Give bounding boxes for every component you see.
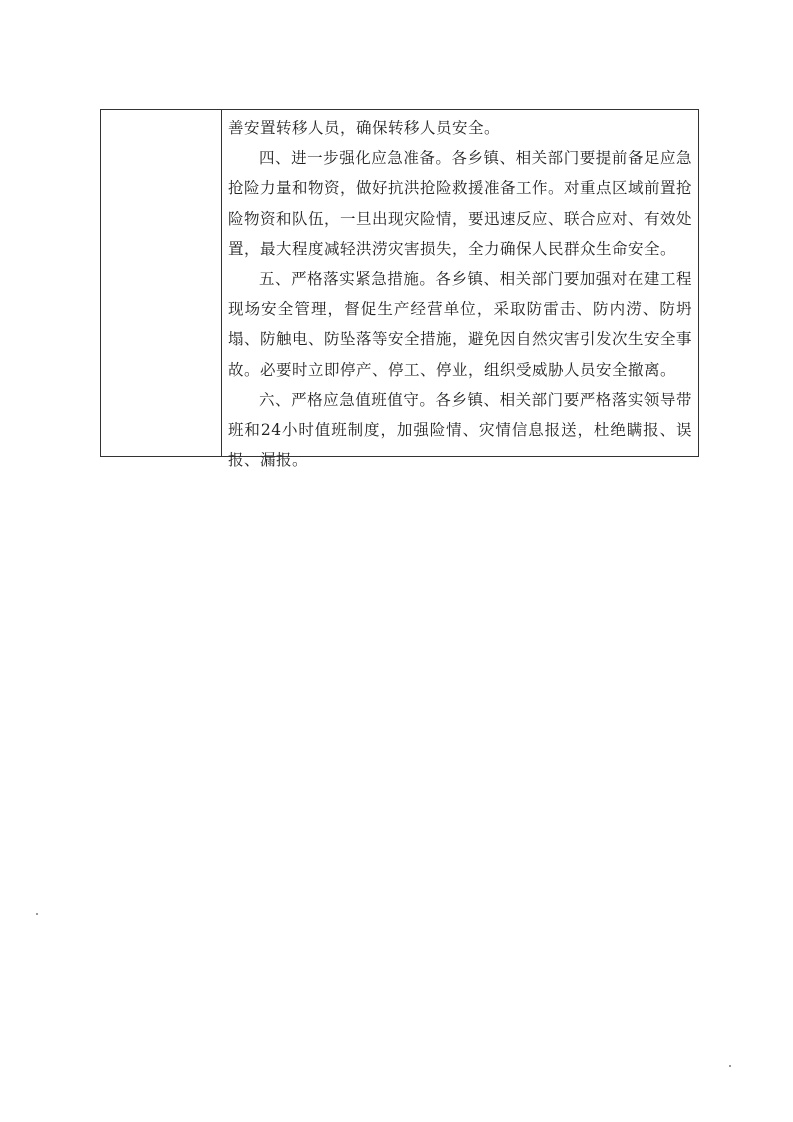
- scan-speck: [729, 1065, 731, 1067]
- paragraph-continuation: 善安置转移人员，确保转移人员安全。: [228, 119, 501, 137]
- table-right-cell: [222, 110, 698, 470]
- scan-speck: [36, 913, 38, 915]
- paragraph-duty-watch: 六、严格应急值班值守。各乡镇、相关部门要严格落实领导带班和24小时值班制度，加强险情、灾情信息报送，杜绝瞒报、误报、漏报。: [228, 390, 692, 470]
- paragraph-emergency-preparation: 四、进一步强化应急准备。各乡镇、相关部门要提前备足应急抢险力量和物资，做好抗洪抢险救援准备工作。对重点区域前置抢险物资和队伍，一旦出现灾险情，要迅速反应、联合应对、有效处置，最大程度减轻洪涝灾害损失，全力确保人民群众生命安全。: [228, 149, 693, 258]
- content-table: [100, 109, 699, 470]
- table-left-cell: [101, 110, 222, 456]
- paragraph-emergency-measures: 五、严格落实紧急措施。各乡镇、相关部门要加强对在建工程现场安全管理，督促生产经营单位，采取防雷击、防内涝、防坍塌、防触电、防坠落等安全措施，避免因自然灾害引发次生安全事故。必要时立即停产、停工、停业，组织受威胁人员安全撤离。: [228, 270, 693, 379]
